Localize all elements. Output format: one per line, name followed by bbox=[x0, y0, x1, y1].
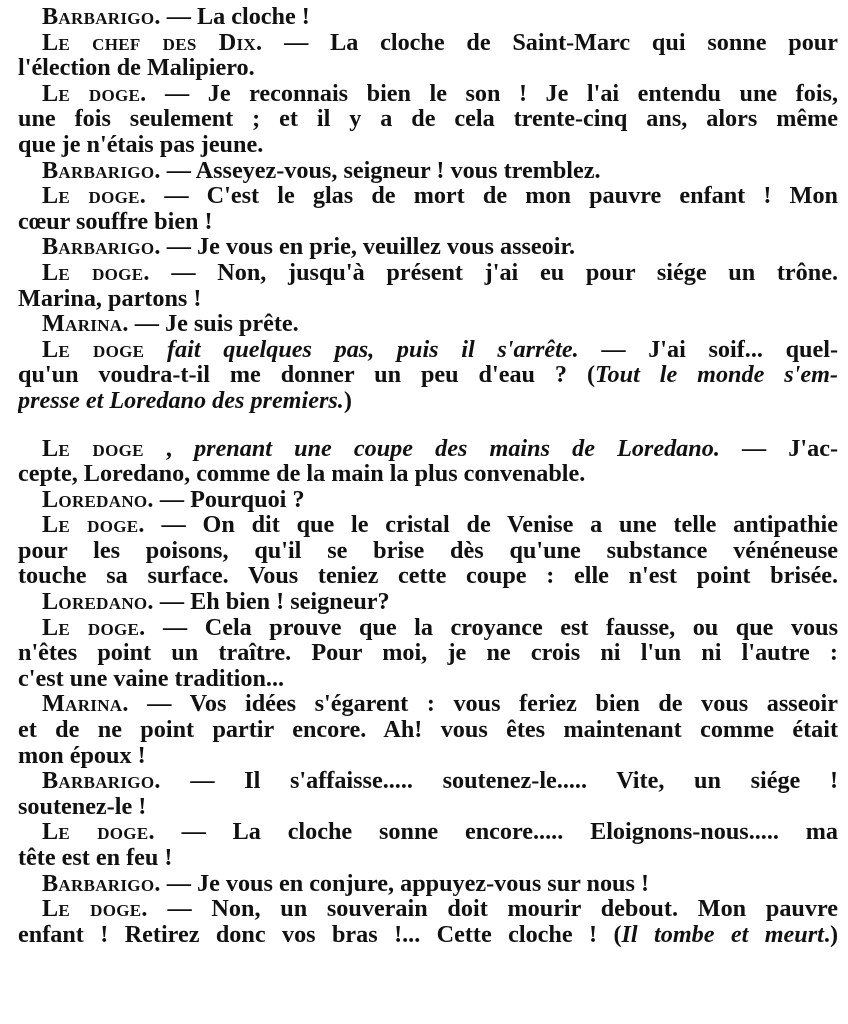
stage-direction: presse et Loredano des premiers. bbox=[18, 387, 344, 414]
speaker-name: Le doge. bbox=[42, 614, 146, 641]
paragraph-gap bbox=[18, 414, 838, 436]
dialogue-text: que je n'étais pas jeune. bbox=[18, 131, 264, 158]
dialogue-text: qu'un voudra-t-il me donner un peu d'eau ? ( bbox=[18, 362, 595, 388]
dialogue-text: — Non, jusqu'à présent j'ai eu pour siége un trône. bbox=[149, 259, 838, 286]
stage-direction: prenant une coupe des mains de Loredano. bbox=[194, 435, 720, 462]
dialogue-line bbox=[18, 845, 838, 871]
dialogue-line bbox=[18, 55, 838, 81]
dialogue-line bbox=[18, 311, 838, 337]
dialogue-line bbox=[18, 209, 838, 235]
dialogue-text: — Je vous en prie, veuillez vous asseoir. bbox=[160, 234, 576, 260]
dialogue-text: — J'ac- bbox=[719, 435, 838, 462]
speaker-name: Loredano. bbox=[42, 486, 154, 513]
speaker-name: Le chef des Dix. bbox=[42, 29, 263, 56]
dialogue-line bbox=[18, 362, 838, 388]
dialogue-text: ) bbox=[343, 387, 352, 414]
speaker-name: Marina. bbox=[42, 691, 129, 718]
stage-direction: Il tombe et meurt bbox=[621, 921, 824, 948]
dialogue-text: .) bbox=[823, 921, 838, 948]
dialogue-text: c'est une vaine tradition... bbox=[18, 665, 285, 692]
dialogue-text: et de ne point partir encore. Ah! vous êtes maintenant comme était bbox=[18, 717, 838, 743]
speaker-name: Le doge. bbox=[42, 896, 148, 922]
speaker-name: Le doge. bbox=[42, 259, 150, 286]
dialogue-text: — Je vous en conjure, appuyez-vous sur nous ! bbox=[160, 870, 649, 897]
dialogue-line bbox=[18, 158, 838, 184]
dialogue-text: — Je reconnais bien le son ! Je l'ai entendu une fois, bbox=[146, 80, 838, 107]
speaker-name: Le doge. bbox=[42, 819, 155, 845]
dialogue-line bbox=[18, 896, 838, 922]
dialogue-line bbox=[18, 768, 838, 794]
dialogue-line bbox=[18, 538, 838, 564]
dialogue-text: — Il s'affaisse..... soutenez-le..... Vite, un siége ! bbox=[160, 768, 838, 794]
dialogue-line bbox=[18, 871, 838, 897]
dialogue-text: soutenez-le ! bbox=[18, 793, 147, 820]
dialogue-line bbox=[18, 337, 838, 363]
dialogue-text: cœur souffre bien ! bbox=[18, 208, 213, 235]
dialogue-line bbox=[18, 743, 838, 769]
dialogue-line bbox=[18, 819, 838, 845]
dialogue-line bbox=[18, 640, 838, 666]
speaker-name: Barbarigo. bbox=[42, 234, 161, 260]
dialogue-line bbox=[18, 436, 838, 462]
speaker-name: Le doge bbox=[42, 435, 144, 462]
dialogue-text: une fois seulement ; et il y a de cela trente-cinq ans, alors même bbox=[18, 106, 838, 132]
dialogue-line bbox=[18, 132, 838, 158]
dialogue-text: — Cela prouve que la croyance est fausse, ou que vous bbox=[145, 614, 838, 641]
speaker-name: Marina. bbox=[42, 311, 129, 337]
dialogue-line bbox=[18, 794, 838, 820]
dialogue-text: — Je suis prête. bbox=[128, 311, 299, 337]
dialogue-text: touche sa surface. Vous teniez cette coupe : elle n'est point brisée. bbox=[18, 563, 838, 590]
speaker-name: Loredano. bbox=[42, 589, 154, 615]
dialogue-line bbox=[18, 691, 838, 717]
dialogue-text: , bbox=[143, 435, 195, 462]
dialogue-text: pour les poisons, qu'il se brise dès qu'une substance vénéneuse bbox=[18, 537, 838, 564]
dialogue-line bbox=[18, 234, 838, 260]
stage-direction: fait quelques pas, puis il s'arrête. bbox=[144, 336, 579, 363]
dialogue-line bbox=[18, 81, 838, 107]
speaker-name: Le doge. bbox=[42, 512, 145, 538]
dialogue-text: enfant ! Retirez donc vos bras !... Cette cloche ! ( bbox=[18, 921, 622, 948]
dialogue-text: — Vos idées s'égarent : vous feriez bien de vous asseoir bbox=[128, 691, 838, 718]
speaker-name: Barbarigo. bbox=[42, 870, 161, 897]
dialogue-text: cepte, Loredano, comme de la main la plus convenable. bbox=[18, 461, 586, 487]
dialogue-text: — Pourquoi ? bbox=[153, 486, 305, 513]
speaker-name: Le doge. bbox=[42, 183, 147, 209]
dialogue-line bbox=[18, 589, 838, 615]
dialogue-text: Marina, partons ! bbox=[18, 285, 202, 312]
dialogue-line bbox=[18, 4, 838, 30]
dialogue-text: — La cloche sonne encore..... Eloignons-nous..... ma bbox=[154, 819, 838, 845]
dialogue-line bbox=[18, 487, 838, 513]
dialogue-text: tête est en feu ! bbox=[18, 845, 173, 871]
dialogue-line bbox=[18, 260, 838, 286]
dialogue-text: — C'est le glas de mort de mon pauvre enfant ! Mon bbox=[146, 183, 838, 209]
dialogue-line bbox=[18, 615, 838, 641]
dialogue-text: — La cloche ! bbox=[160, 4, 310, 30]
dialogue-line bbox=[18, 512, 838, 538]
speaker-name: Barbarigo. bbox=[42, 4, 161, 30]
dialogue-line bbox=[18, 922, 838, 948]
dialogue-text: — La cloche de Saint-Marc qui sonne pour bbox=[262, 29, 838, 56]
dialogue-text: l'élection de Malipiero. bbox=[18, 55, 255, 81]
dialogue-text: — J'ai soif... quel- bbox=[578, 336, 838, 363]
dialogue-line bbox=[18, 286, 838, 312]
dialogue-line bbox=[18, 106, 838, 132]
speaker-name: Barbarigo. bbox=[42, 157, 161, 184]
dialogue-text: — Non, un souverain doit mourir debout. Mon pauvre bbox=[147, 896, 838, 922]
stage-direction: Tout le monde s'em- bbox=[595, 362, 838, 388]
dialogue-line bbox=[18, 666, 838, 692]
dialogue-line bbox=[18, 388, 838, 414]
dialogue-text: n'êtes point un traître. Pour moi, je ne crois ni l'un ni l'autre : bbox=[18, 640, 838, 666]
dialogue-text: — Asseyez-vous, seigneur ! vous tremblez. bbox=[160, 157, 601, 184]
dialogue-line bbox=[18, 461, 838, 487]
speaker-name: Le doge. bbox=[42, 80, 147, 107]
dialogue-text: mon époux ! bbox=[18, 742, 146, 769]
dialogue-text: — On dit que le cristal de Venise a une telle antipathie bbox=[144, 512, 838, 538]
dialogue-line bbox=[18, 563, 838, 589]
speaker-name: Le doge bbox=[42, 336, 145, 363]
dialogue-line bbox=[18, 30, 838, 56]
dialogue-text: — Eh bien ! seigneur? bbox=[153, 589, 390, 615]
dialogue-line bbox=[18, 183, 838, 209]
dialogue-line bbox=[18, 717, 838, 743]
speaker-name: Barbarigo. bbox=[42, 768, 161, 794]
